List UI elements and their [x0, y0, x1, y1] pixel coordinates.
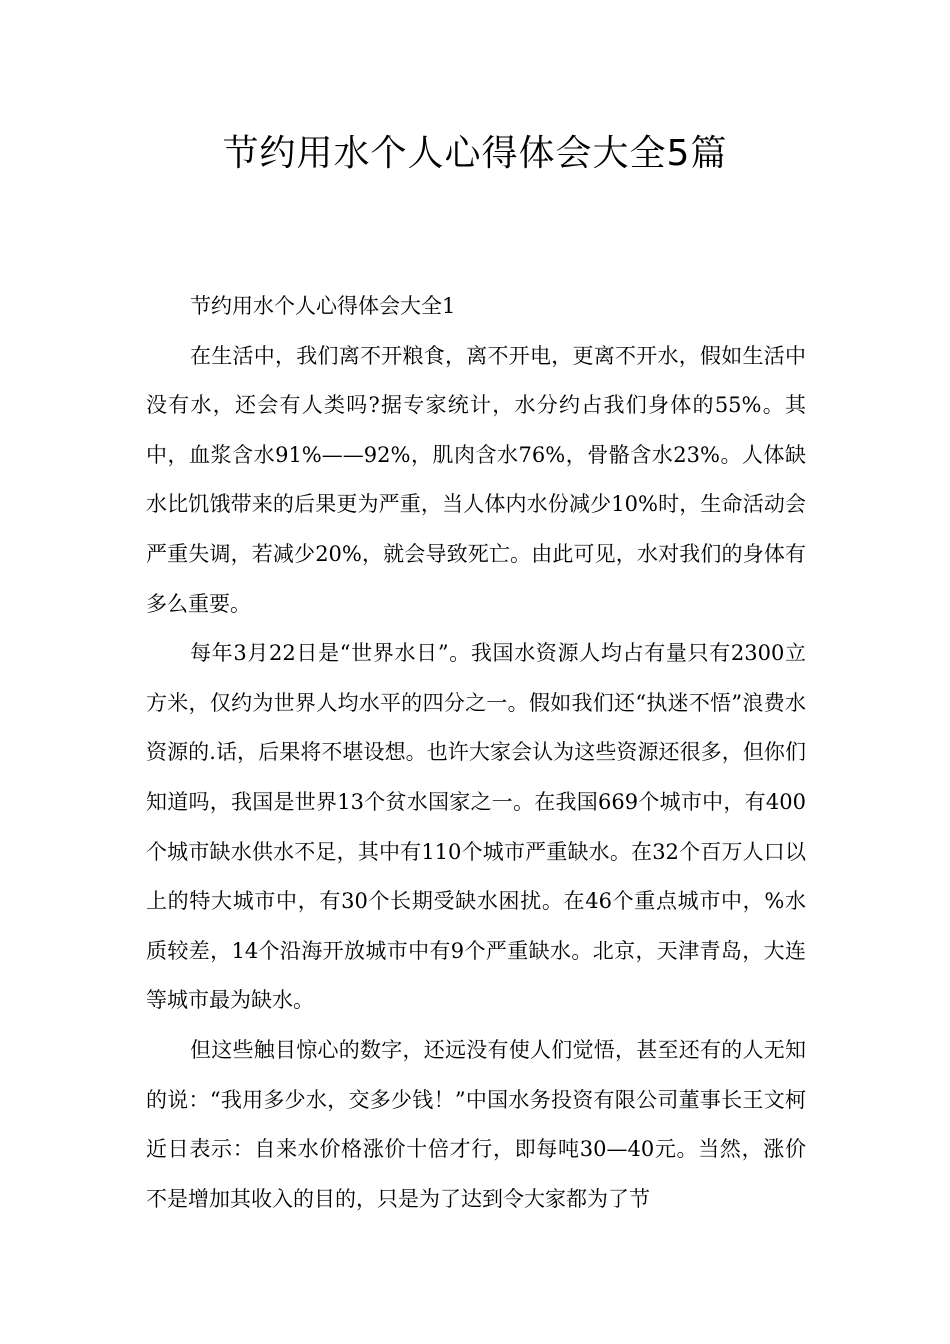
document-body — [146, 282, 806, 1224]
section-heading: 节约用水个人心得体会大全1 — [190, 294, 456, 318]
paragraph: 在生活中，我们离不开粮食，离不开电，更离不开水，假如生活中没有水，还会有人类吗?据专家统计，水分约占我们身体的55%。其中，血浆含水91%——92%，肌肉含水76%，骨骼含水23%。人体缺水比饥饿带来的后果更为严重，当人体内水份减少10%时，生命活动会严重失调，若减少20%，就会导致死亡。由此可见，水对我们的身体有多么重要。 — [146, 343, 806, 616]
paragraph: 但这些触目惊心的数字，还远没有使人们觉悟，甚至还有的人无知的说：“我用多少水，交多少钱！”中国水务投资有限公司董事长王文柯近日表示：自来水价格涨价十倍才行，即每吨30—40元。当然，涨价不是增加其收入的目的，只是为了达到令大家都为了节 — [146, 1037, 806, 1211]
paragraph: 每年3月22日是“世界水日”。我国水资源人均占有量只有2300立方米，仅约为世界人均水平的四分之一。假如我们还“执迷不悟”浪费水资源的.话，后果将不堪设想。也许大家会认为这些资源还很多，但你们知道吗，我国是世界13个贫水国家之一。在我国669个城市中，有400个城市缺水供水不足，其中有110个城市严重缺水。在32个百万人口以上的特大城市中，有30个长期受缺水困扰。在46个重点城市中，%水质较差，14个沿海开放城市中有9个严重缺水。北京，天津青岛，大连等城市最为缺水。 — [146, 641, 806, 1013]
document-title: 节约用水个人心得体会大全5篇 — [222, 133, 728, 174]
